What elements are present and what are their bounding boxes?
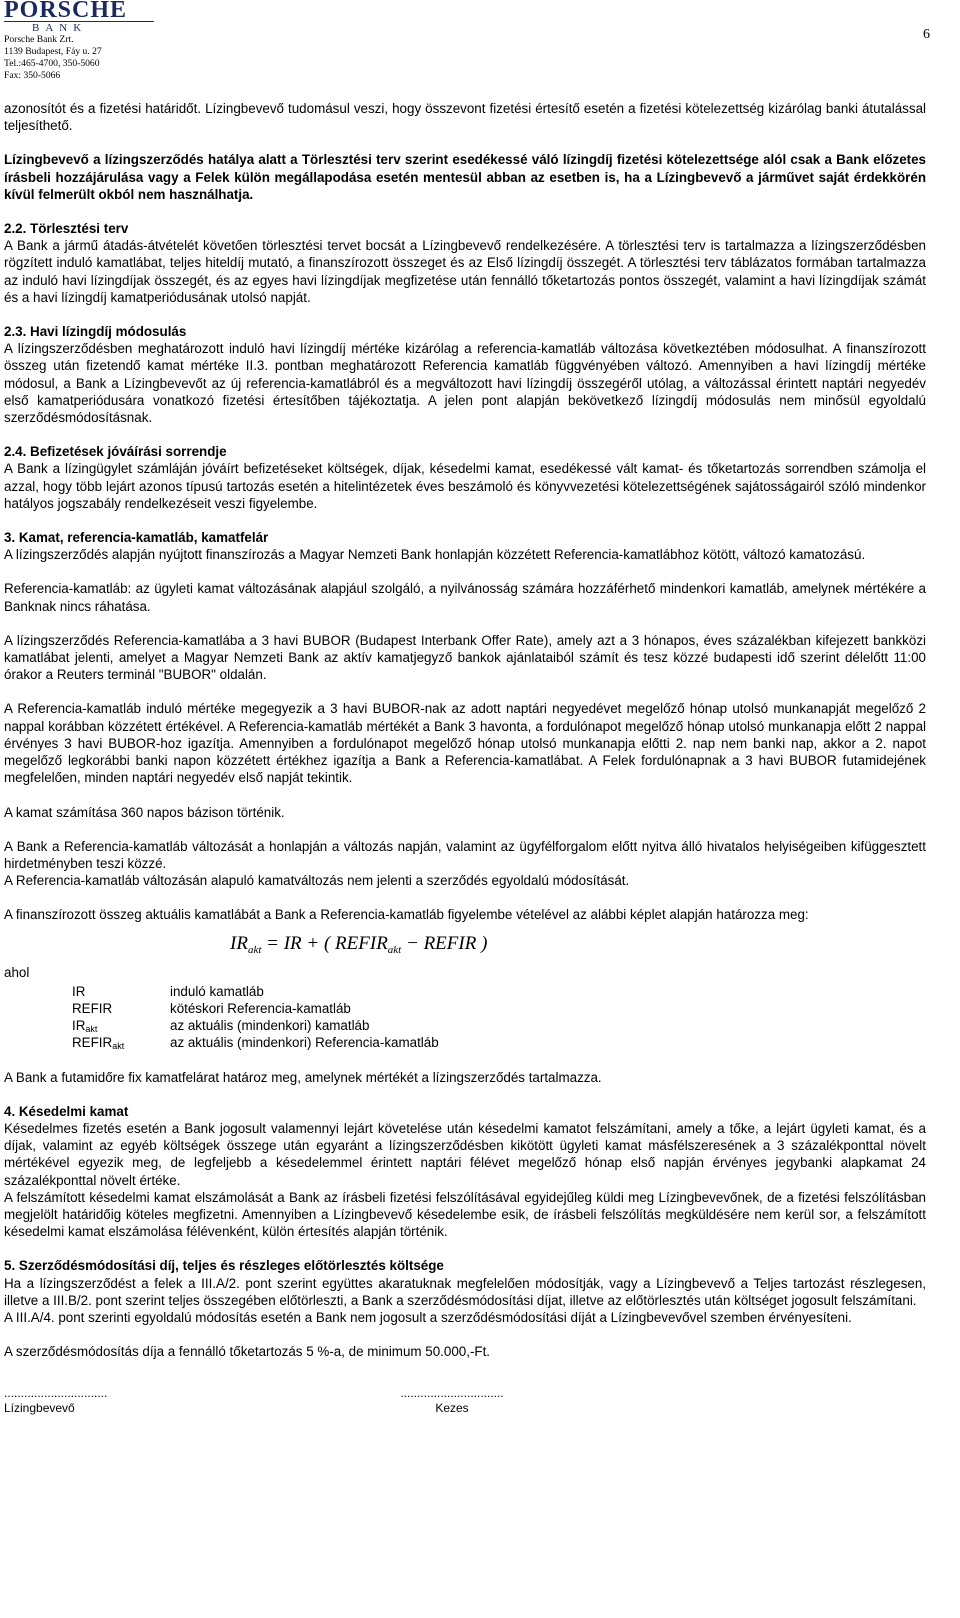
section-title-4: 4. Késedelmi kamat xyxy=(4,1103,129,1119)
definition-row xyxy=(72,1017,926,1034)
bank-logo xyxy=(4,0,164,82)
section-title-2-3: 2.3. Havi lízingdíj módosulás xyxy=(4,324,187,340)
logo-brand: PORSCHE xyxy=(4,0,128,23)
definition-sub: akt xyxy=(85,1024,98,1035)
address-line: Fax: 350-5066 xyxy=(4,70,61,81)
paragraph: Késedelmes fizetés esetén a Bank jogosult valamennyi lejárt követelése után késedelmi kamatot felszámítani, amely a tőke, a lejárt ügyleti kamat, és a díjak, valamint az egyéb költségek összege után egyaránt a lízingszerződésben kikötött ügyleti kamat másfélszeresének a 3 százalékponttal növelt mértékével egyezik meg, de legfeljebb a késedelemmel érintett naptári félévet megelőző hónap első napján érvényes jegybanki alapkamat 24 százalékponttal növelt értéke. xyxy=(4,1120,926,1188)
definition-desc: induló kamatláb xyxy=(170,983,264,999)
document-body xyxy=(4,100,926,1416)
section-title-2-4: 2.4. Befizetések jóváírási sorrendje xyxy=(4,444,227,460)
page-number: 6 xyxy=(923,27,930,42)
formula-eq: = IR + ( REFIR xyxy=(261,932,388,954)
paragraph: A felszámított késedelmi kamat elszámolását a Bank az írásbeli fizetési felszólításával egyidejűleg küldi meg Lízingbevevőnek, de a fizetési felszólításban megjelölt határidőig köteles megfizetni. Amennyiben a Lízingbevevő késedelembe esik, de írásbeli felszólítás megküldésére nem kerül sor, a felszámított késedelmi kamat elszámolása félévenként, külön értesítés alapján történik. xyxy=(4,1189,926,1240)
signature-label: Lízingbevevő xyxy=(4,1401,75,1416)
signature-block xyxy=(4,1386,926,1416)
definition-row xyxy=(72,1034,926,1051)
paragraph: A lízingszerződés Referencia-kamatlába a 3 havi BUBOR (Budapest Interbank Offer Rate), amely azt a 3 hónapos, éves százalékban kifejezett bankközi kamatlábat jelenti, amelyet a Magyar Nemzeti Bank az aktív kamatjegyző bankok ajánlataiból számít és tesz közzé budapesti idő szerint délelőtt 11:00 órakor a Reuters terminál "BUBOR" oldalán. xyxy=(4,632,926,683)
definition-row xyxy=(72,1000,926,1017)
paragraph: A kamat számítása 360 napos bázison történik. xyxy=(4,804,285,820)
paragraph: A lízingszerződés alapján nyújtott finanszírozás a Magyar Nemzeti Bank honlapján közzétett Referencia-kamatlábhoz kötött, változó kamatozású. xyxy=(4,547,866,563)
definition-symbol: IR xyxy=(72,983,86,999)
interest-formula xyxy=(4,932,926,962)
signature-line: ............................... xyxy=(400,1386,504,1401)
signature-lessee xyxy=(4,1386,368,1416)
definition-row xyxy=(72,983,926,1000)
address-line: Tel.:465-4700, 350-5060 xyxy=(4,58,100,69)
paragraph: azonosítót és a fizetési határidőt. Lízingbevevő tudomásul veszi, hogy összevont fizetési értesítő esetén a fizetési kötelezettség kizárólag banki átutalással teljesíthető. xyxy=(4,101,926,134)
address-line: 1139 Budapest, Fáy u. 27 xyxy=(4,46,102,57)
paragraph: A Bank a futamidőre fix kamatfelárat határoz meg, amelynek mértékét a lízingszerződés tartalmazza. xyxy=(4,1069,602,1085)
definition-sub: akt xyxy=(112,1041,125,1052)
section-title-2-2: 2.2. Törlesztési terv xyxy=(4,221,129,237)
paragraph: Ha a lízingszerződést a felek a III.A/2. pont szerint együttes akaratuknak megfelelően módosítják, vagy a Lízingbevevő a Teljes tartozást részlegesen, illetve a III.B/2. pont szerint teljes összegében előtörleszti, a Bank a szerződésmódosítási díjat, illetve az előtörlesztés után költséget jogosult felszámítani. xyxy=(4,1275,926,1308)
paragraph: A Bank a Referencia-kamatláb változását a honlapján a változás napján, valamint az ügyfélforgalom előtt nyitva álló hivatalos helyiségeiben kifüggesztett hirdetményben teszi közzé. xyxy=(4,838,926,871)
paragraph: A Referencia-kamatláb induló mértéke megegyezik a 3 havi BUBOR-nak az adott naptári negyedévet megelőző hónap utolsó munkanapját megelőző 2 nappal korábban közzétett értékével. A Referencia-kamatláb mértékét a Bank 3 havonta, a fordulónapot megelőző hónap utolsó munkanapja előtt 2 nappal érvényes 3 havi BUBOR-hoz igazítja. Amennyiben a fordulónapot megelőző hónap utolsó munkanapja előtti 2. nap nem banki nap, akkor a 2. napot megelőző legkorábbi banki napon közzétett értékhez igazítja a Bank a Referencia-kamatlábat. A Felek fordulónapnak a 3 havi BUBOR futamidejének megfelelően, minden naptári negyedév első napját tekintik. xyxy=(4,701,926,786)
section-title-3: 3. Kamat, referencia-kamatláb, kamatfelár xyxy=(4,530,269,546)
paragraph: A lízingszerződésben meghatározott induló havi lízingdíj mértéke kizárólag a referencia-kamatláb változása következtében módosulhat. A finanszírozott összeg után fizetendő kamat mértéke II.3. pontban meghatározott Referencia kamatláb függvényében változó. Amennyiben a havi lízingdíj mértéke módosul, a Bank a Lízingbevevőt az új referencia-kamatlábról és a megváltozott havi lízingdíj összegéről utólag, a változással érintett naptári negyedév első kamatperiódusára vonatkozó fizetési értesítőben tájékoztatja. A jelen pont alapján bekövetkező lízingdíj módosulás nem minősül egyoldalú szerződésmódosításnak. xyxy=(4,341,926,426)
formula-lhs: IR xyxy=(230,932,248,954)
paragraph: A szerződésmódosítás díja a fennálló tőketartozás 5 %-a, de minimum 50.000,-Ft. xyxy=(4,1344,491,1360)
formula-rhs: − REFIR ) xyxy=(401,932,488,954)
ahol-label: ahol xyxy=(4,964,30,980)
paragraph: A Referencia-kamatláb változásán alapuló kamatváltozás nem jelenti a szerződés egyoldalú módosítását. xyxy=(4,873,630,889)
definition-desc: az aktuális (mindenkori) kamatláb xyxy=(170,1018,370,1034)
paragraph: A finanszírozott összeg aktuális kamatlábát a Bank a Referencia-kamatláb figyelembe vételével az alábbi képlet alapján határozza meg: xyxy=(4,907,809,923)
paragraph: A III.A/4. pont szerinti egyoldalú módosítás esetén a Bank nem jogosult a szerződésmódosítási díját a Lízingbevevővel szemben érvényesíteni. xyxy=(4,1309,852,1325)
definition-desc: az aktuális (mindenkori) Referencia-kamatláb xyxy=(170,1035,439,1051)
definition-symbol: IR xyxy=(72,1018,86,1034)
signature-label: Kezes xyxy=(435,1401,469,1416)
definition-symbol: REFIR xyxy=(72,1035,113,1051)
definition-desc: kötéskori Referencia-kamatláb xyxy=(170,1000,351,1016)
signature-line: ............................... xyxy=(4,1386,108,1401)
paragraph: Referencia-kamatláb: az ügyleti kamat változásának alapjául szolgáló, a nyilvánosság számára hozzáférhető mindenkori kamatláb, amelynek mértékére a Banknak nincs ráhatása. xyxy=(4,581,926,614)
definition-symbol: REFIR xyxy=(72,1000,113,1016)
paragraph: A Bank a lízingügylet számláján jóváírt befizetéseket költségek, díjak, késedelmi kamat, esedékessé vált kamat- és tőketartozás sorrendben számolja el azzal, hogy több lejárt azonos típusú tartozás esetén a hitelintézetek éves beszámoló és könyvvezetési kötelezettségének sajátosságairól szóló mindenkor hatályos jogszabály rendelkezéseit veszi figyelembe. xyxy=(4,461,926,511)
address-line: Porsche Bank Zrt. xyxy=(4,34,74,45)
formula-lhs-sub: akt xyxy=(247,943,262,956)
paragraph-bold: Lízingbevevő a lízingszerződés hatálya alatt a Törlesztési terv szerint esedékessé váló lízingdíj fizetési kötelezettsége alól csak a Bank előzetes írásbeli hozzájárulása vagy a Felek külön megállapodása esetén mentesül abban az esetben is, ha a Lízingbevevő a járművet saját érdekkörén kívül felmerült okból nem használhatja. xyxy=(4,152,926,202)
section-title-5: 5. Szerződésmódosítási díj, teljes és részleges előtörlesztés költsége xyxy=(4,1258,444,1274)
definition-list xyxy=(72,983,926,1052)
formula-mid-sub: akt xyxy=(387,943,402,956)
signature-guarantor xyxy=(368,1386,536,1416)
logo-brand-sub: BANK xyxy=(4,21,154,34)
paragraph: A Bank a jármű átadás-átvételét követően törlesztési tervet bocsát a Lízingbevevő rendelkezésére. A törlesztési terv is tartalmazza a lízingszerződésben rögzített induló kamatlábat, teljes hiteldíj mutató, a finanszírozott összeget és az Első lízingdíj összegét. A törlesztési terv táblázatos formában tartalmazza az induló havi lízingdíjak összegét, és az egyes havi lízingdíjak megfizetése után fennálló tőketartozás pontos összegét, valamint a havi lízingdíjak számát és a havi lízingdíj kamatperiódusának utolsó napját. xyxy=(4,238,926,305)
